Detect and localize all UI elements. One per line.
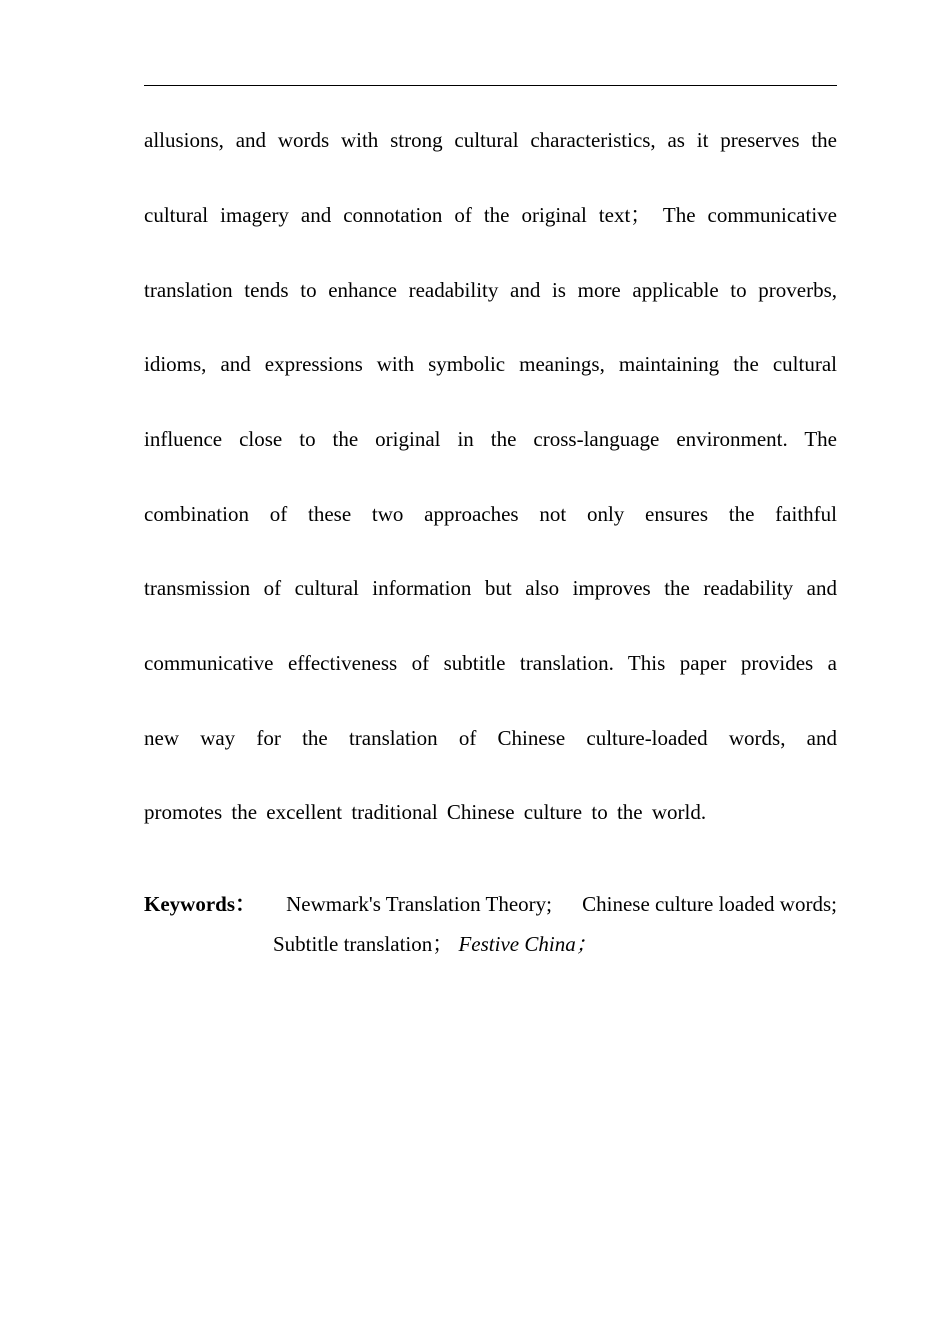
- abstract-line: idioms, and expressions with symbolic meanings, maintaining the cultural: [144, 352, 837, 376]
- abstract-line: combination of these two approaches not only ensures the faithful: [144, 502, 837, 526]
- keyword-item: Subtitle translation；: [273, 932, 454, 956]
- keyword-item: Chinese culture loaded words;: [582, 892, 837, 916]
- keywords-label: Keywords：: [144, 892, 256, 916]
- keywords-row: [144, 930, 837, 958]
- keywords-row: [144, 890, 837, 918]
- abstract-line: promotes the excellent traditional Chinese culture to the world.: [144, 800, 707, 824]
- keyword-item: Newmark's Translation Theory;: [286, 892, 552, 916]
- abstract-line: new way for the translation of Chinese culture-loaded words, and: [144, 726, 837, 750]
- keyword-item-title: Festive China；: [458, 932, 597, 956]
- header-rule: [144, 85, 837, 86]
- abstract-line: influence close to the original in the cross-language environment. The: [144, 427, 837, 451]
- keywords-section: [144, 890, 837, 958]
- abstract-line: transmission of cultural information but also improves the readability and: [144, 576, 837, 600]
- abstract-line: cultural imagery and connotation of the original text； The communicative: [144, 203, 837, 227]
- abstract-line: translation tends to enhance readability and is more applicable to proverbs,: [144, 278, 837, 302]
- abstract-line: communicative effectiveness of subtitle translation. This paper provides a: [144, 651, 837, 675]
- abstract-line: allusions, and words with strong cultural characteristics, as it preserves the: [144, 128, 837, 152]
